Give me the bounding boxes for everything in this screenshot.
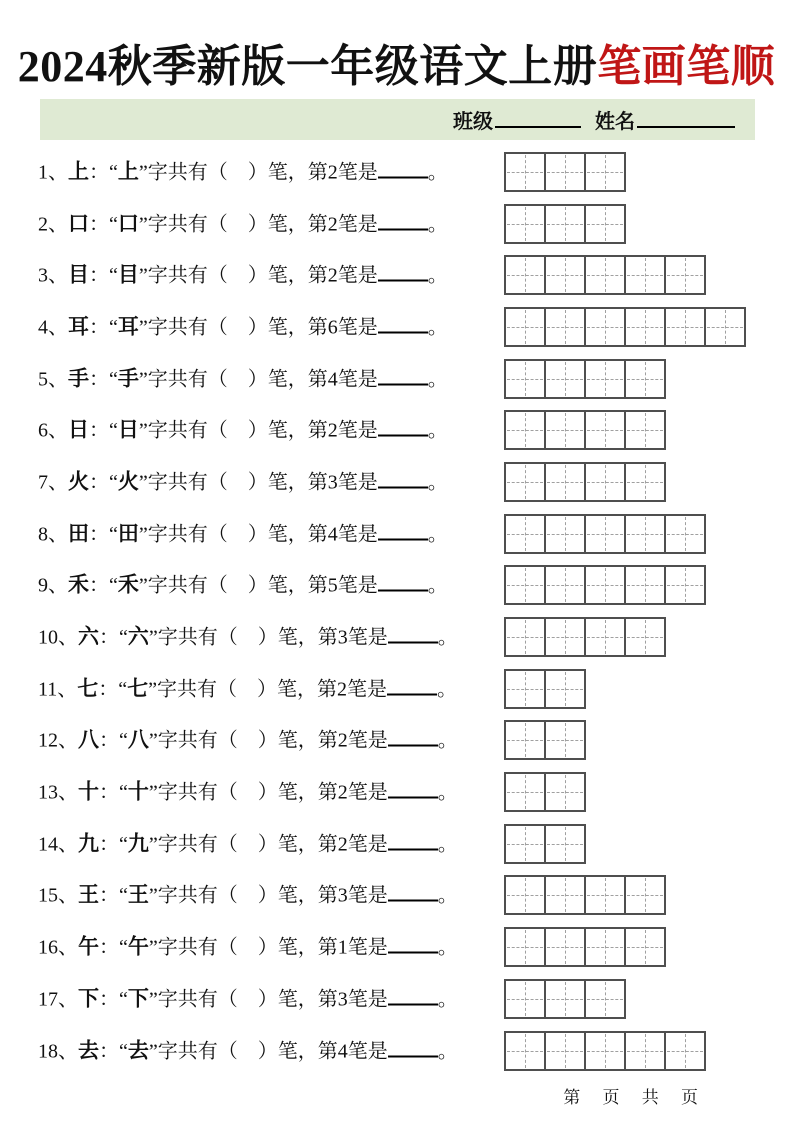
stroke-number: 4	[337, 1040, 348, 1063]
writing-grid	[504, 979, 626, 1019]
question-colon-quote: ：“	[99, 833, 128, 856]
stroke-number: 5	[327, 574, 338, 597]
question-after-stroke: 笔是	[337, 574, 378, 597]
question-char-quoted: 去	[127, 1038, 149, 1063]
tianzige-box[interactable]	[664, 1031, 706, 1071]
question-mid: ”字共有（ ）笔，第	[148, 1040, 338, 1063]
question-row	[0, 870, 793, 922]
question-after-stroke: 笔是	[337, 213, 378, 236]
question-mid: ”字共有（ ）笔，第	[138, 161, 328, 184]
tianzige-box[interactable]	[504, 359, 546, 399]
tianzige-box[interactable]	[584, 617, 626, 657]
question-mid: ”字共有（ ）笔，第	[138, 419, 328, 442]
question-text	[38, 934, 458, 959]
question-number: 5、	[38, 368, 68, 391]
question-number: 4、	[38, 316, 68, 339]
stroke-number: 2	[327, 264, 338, 287]
question-char: 六	[78, 624, 99, 649]
question-char-quoted: 口	[117, 211, 139, 236]
tianzige-box[interactable]	[544, 617, 586, 657]
class-blank-line[interactable]	[495, 112, 581, 128]
writing-grid	[504, 359, 666, 399]
question-after-stroke: 笔是	[347, 833, 388, 856]
question-text	[38, 161, 448, 182]
question-mid: ”字共有（ ）笔，第	[138, 264, 328, 287]
tianzige-box[interactable]	[544, 1031, 586, 1071]
tianzige-box[interactable]	[624, 1031, 666, 1071]
answer-blank-line[interactable]	[378, 474, 428, 488]
tianzige-box[interactable]	[504, 255, 546, 295]
question-period: 。	[437, 626, 458, 649]
question-period: 。	[437, 678, 458, 701]
tianzige-box[interactable]	[504, 152, 546, 192]
answer-blank-line[interactable]	[378, 371, 428, 385]
question-char: 禾	[68, 572, 89, 597]
tianzige-box[interactable]	[664, 255, 706, 295]
tianzige-box[interactable]	[584, 204, 626, 244]
tianzige-box[interactable]	[584, 927, 626, 967]
name-label: 姓名	[595, 111, 635, 133]
question-char-quoted: 六	[127, 624, 149, 649]
stroke-number: 3	[337, 988, 348, 1011]
tianzige-box[interactable]	[544, 565, 586, 605]
question-number: 2、	[38, 213, 68, 236]
question-colon-quote: ：“	[99, 1040, 128, 1063]
answer-blank-line[interactable]	[378, 268, 428, 282]
writing-grid	[504, 204, 626, 244]
question-row	[0, 353, 793, 405]
question-text	[38, 368, 448, 389]
question-after-stroke: 笔是	[347, 936, 388, 959]
tianzige-box[interactable]	[544, 462, 586, 502]
question-number: 15、	[38, 884, 78, 907]
tianzige-box[interactable]	[584, 307, 626, 347]
question-row	[0, 560, 793, 612]
question-period: 。	[427, 523, 448, 546]
tianzige-box[interactable]	[664, 307, 706, 347]
page-title	[0, 40, 793, 94]
tianzige-box[interactable]	[544, 152, 586, 192]
question-char-quoted: 上	[117, 159, 139, 184]
question-char-quoted: 耳	[117, 314, 139, 339]
question-colon-quote: ：“	[89, 264, 118, 287]
question-char: 耳	[68, 314, 89, 339]
question-after-stroke: 笔是	[347, 781, 388, 804]
tianzige-box[interactable]	[544, 410, 586, 450]
question-text	[38, 316, 448, 337]
question-period: 。	[437, 884, 458, 907]
question-period: 。	[437, 1040, 458, 1063]
name-blank-line[interactable]	[637, 112, 735, 128]
tianzige-box[interactable]	[504, 410, 546, 450]
writing-grid	[504, 617, 666, 657]
question-mid: ”字共有（ ）笔，第	[138, 523, 328, 546]
question-char: 七	[77, 676, 99, 701]
tianzige-box[interactable]	[624, 617, 666, 657]
question-char: 手	[68, 366, 89, 391]
tianzige-box[interactable]	[584, 152, 626, 192]
question-colon-quote: ：“	[99, 884, 128, 907]
writing-grid	[504, 462, 666, 502]
tianzige-box[interactable]	[544, 979, 586, 1019]
answer-blank-line[interactable]	[388, 733, 438, 747]
stroke-number: 2	[337, 833, 348, 856]
question-char: 上	[68, 159, 89, 184]
question-period: 。	[427, 161, 448, 184]
question-char: 九	[78, 831, 99, 856]
stroke-number: 2	[327, 161, 338, 184]
question-mid: ”字共有（ ）笔，第	[148, 988, 338, 1011]
question-after-stroke: 笔是	[347, 678, 388, 701]
question-row	[0, 301, 793, 353]
question-after-stroke: 笔是	[347, 626, 388, 649]
question-period: 。	[427, 213, 448, 236]
writing-grid	[504, 927, 666, 967]
tianzige-box[interactable]	[504, 514, 546, 554]
question-colon-quote: ：“	[89, 161, 118, 184]
question-text	[38, 523, 448, 544]
tianzige-box[interactable]	[504, 824, 546, 864]
question-text	[38, 678, 457, 699]
tianzige-box[interactable]	[624, 565, 666, 605]
tianzige-box[interactable]	[544, 255, 586, 295]
question-number: 12、	[38, 729, 78, 752]
question-period: 。	[437, 781, 458, 804]
question-number: 14、	[38, 833, 78, 856]
question-period: 。	[427, 419, 448, 442]
question-colon-quote: ：“	[89, 419, 118, 442]
tianzige-box[interactable]	[624, 359, 666, 399]
question-char: 口	[68, 211, 89, 236]
tianzige-box[interactable]	[504, 204, 546, 244]
question-colon-quote: ：“	[89, 523, 118, 546]
question-mid: ”字共有（ ）笔，第	[148, 729, 338, 752]
question-text	[38, 213, 448, 234]
question-row	[0, 818, 793, 870]
page-footer: 第 页 共 页	[563, 1088, 707, 1107]
question-number: 10、	[38, 626, 78, 649]
question-period: 。	[437, 988, 458, 1011]
tianzige-box[interactable]	[624, 255, 666, 295]
question-period: 。	[437, 936, 458, 959]
question-row	[0, 198, 793, 250]
question-text	[38, 471, 448, 492]
tianzige-box[interactable]	[504, 669, 546, 709]
question-char-quoted: 田	[117, 521, 139, 546]
question-number: 3、	[38, 264, 68, 287]
stroke-number: 2	[337, 678, 348, 701]
question-row	[0, 1025, 793, 1077]
stroke-number: 2	[327, 213, 338, 236]
answer-blank-line[interactable]	[388, 991, 438, 1005]
question-number: 17、	[38, 988, 78, 1011]
tianzige-box[interactable]	[584, 979, 626, 1019]
question-char: 下	[78, 986, 99, 1011]
question-text	[38, 624, 458, 649]
question-number: 16、	[38, 936, 78, 959]
question-text	[38, 572, 448, 597]
question-period: 。	[427, 316, 448, 339]
question-text	[38, 833, 458, 854]
stroke-number: 2	[337, 781, 348, 804]
tianzige-box[interactable]	[624, 307, 666, 347]
question-colon-quote: ：“	[98, 678, 128, 701]
question-char: 日	[68, 417, 89, 442]
question-char-quoted: 下	[127, 986, 149, 1011]
writing-grid	[504, 255, 706, 295]
question-after-stroke: 笔是	[337, 264, 378, 287]
tianzige-box[interactable]	[704, 307, 746, 347]
question-text	[38, 727, 458, 752]
question-char-quoted: 手	[117, 366, 139, 391]
question-text	[38, 417, 448, 442]
question-period: 。	[427, 471, 448, 494]
stroke-number: 1	[337, 936, 348, 959]
question-period: 。	[427, 574, 448, 597]
question-char: 田	[68, 521, 89, 546]
page-title-black: 2024秋季新版一年级语文上册	[17, 42, 598, 91]
question-colon-quote: ：“	[99, 936, 128, 959]
answer-blank-line[interactable]	[378, 319, 428, 333]
question-char-quoted: 禾	[117, 572, 139, 597]
question-char-quoted: 目	[117, 262, 139, 287]
tianzige-box[interactable]	[544, 669, 586, 709]
question-mid: ”字共有（ ）笔，第	[138, 368, 328, 391]
question-period: 。	[437, 833, 458, 856]
tianzige-box[interactable]	[664, 514, 706, 554]
stroke-number: 4	[327, 368, 338, 391]
tianzige-box[interactable]	[544, 720, 586, 760]
answer-blank-line[interactable]	[388, 630, 438, 644]
page-title-red: 笔画笔顺	[597, 42, 776, 91]
question-text	[38, 988, 458, 1009]
question-char-quoted: 十	[127, 779, 149, 804]
tianzige-box[interactable]	[584, 359, 626, 399]
tianzige-box[interactable]	[624, 514, 666, 554]
question-after-stroke: 笔是	[337, 316, 378, 339]
question-row	[0, 404, 793, 456]
tianzige-box[interactable]	[664, 565, 706, 605]
tianzige-box[interactable]	[504, 565, 546, 605]
question-char-quoted: 七	[127, 676, 149, 701]
question-number: 9、	[38, 574, 68, 597]
answer-blank-line[interactable]	[388, 888, 438, 902]
question-after-stroke: 笔是	[347, 1040, 388, 1063]
tianzige-box[interactable]	[624, 462, 666, 502]
tianzige-box[interactable]	[624, 410, 666, 450]
question-char: 十	[78, 779, 99, 804]
answer-blank-line[interactable]	[378, 164, 428, 178]
question-row	[0, 663, 793, 715]
question-number: 13、	[38, 781, 78, 804]
answer-blank-line[interactable]	[378, 423, 428, 437]
question-number: 7、	[38, 471, 68, 494]
question-after-stroke: 笔是	[347, 988, 388, 1011]
tianzige-box[interactable]	[544, 307, 586, 347]
stroke-number: 2	[337, 729, 348, 752]
writing-grid	[504, 772, 586, 812]
class-label: 班级	[453, 111, 493, 133]
question-text	[38, 262, 448, 287]
stroke-number: 2	[327, 419, 338, 442]
question-char-quoted: 日	[117, 417, 139, 442]
writing-grid	[504, 824, 586, 864]
question-after-stroke: 笔是	[347, 729, 388, 752]
answer-blank-line[interactable]	[388, 1043, 438, 1057]
question-mid: ”字共有（ ）笔，第	[148, 678, 338, 701]
tianzige-box[interactable]	[504, 307, 546, 347]
tianzige-box[interactable]	[504, 875, 546, 915]
questions-list	[0, 146, 793, 1076]
question-row	[0, 249, 793, 301]
question-row	[0, 766, 793, 818]
question-after-stroke: 笔是	[337, 471, 378, 494]
stroke-number: 3	[337, 626, 348, 649]
question-mid: ”字共有（ ）笔，第	[138, 471, 328, 494]
tianzige-box[interactable]	[544, 204, 586, 244]
question-char-quoted: 九	[127, 831, 149, 856]
answer-blank-line[interactable]	[388, 836, 438, 850]
tianzige-box[interactable]	[584, 1031, 626, 1071]
question-mid: ”字共有（ ）笔，第	[148, 936, 338, 959]
question-row	[0, 973, 793, 1025]
question-char: 去	[78, 1038, 99, 1063]
stroke-number: 3	[327, 471, 338, 494]
writing-grid	[504, 720, 586, 760]
question-colon-quote: ：“	[89, 213, 118, 236]
answer-blank-line[interactable]	[378, 216, 428, 230]
tianzige-box[interactable]	[544, 875, 586, 915]
question-mid: ”字共有（ ）笔，第	[138, 574, 328, 597]
question-text	[38, 1040, 458, 1061]
question-colon-quote: ：“	[99, 729, 128, 752]
writing-grid	[504, 875, 666, 915]
writing-grid	[504, 565, 706, 605]
question-row	[0, 715, 793, 767]
question-char: 火	[68, 469, 89, 494]
question-colon-quote: ：“	[89, 316, 118, 339]
question-after-stroke: 笔是	[337, 161, 378, 184]
writing-grid	[504, 152, 626, 192]
question-text	[38, 882, 458, 907]
tianzige-box[interactable]	[584, 410, 626, 450]
question-mid: ”字共有（ ）笔，第	[148, 884, 338, 907]
question-row	[0, 456, 793, 508]
tianzige-box[interactable]	[504, 772, 546, 812]
question-row	[0, 146, 793, 198]
writing-grid	[504, 1031, 706, 1071]
question-period: 。	[427, 368, 448, 391]
question-char-quoted: 火	[117, 469, 139, 494]
stroke-number: 6	[327, 316, 338, 339]
tianzige-box[interactable]	[504, 1031, 546, 1071]
tianzige-box[interactable]	[584, 462, 626, 502]
tianzige-box[interactable]	[584, 875, 626, 915]
question-after-stroke: 笔是	[337, 368, 378, 391]
writing-grid	[504, 410, 666, 450]
tianzige-box[interactable]	[584, 255, 626, 295]
answer-blank-line[interactable]	[378, 526, 428, 540]
question-row	[0, 508, 793, 560]
question-mid: ”字共有（ ）笔，第	[148, 833, 338, 856]
writing-grid	[504, 307, 746, 347]
question-after-stroke: 笔是	[337, 523, 378, 546]
question-after-stroke: 笔是	[337, 419, 378, 442]
writing-grid	[504, 669, 586, 709]
tianzige-box[interactable]	[544, 824, 586, 864]
tianzige-box[interactable]	[504, 720, 546, 760]
question-row	[0, 611, 793, 663]
question-char: 目	[68, 262, 89, 287]
question-char-quoted: 八	[127, 727, 149, 752]
answer-blank-line[interactable]	[388, 940, 438, 954]
question-number: 1、	[38, 161, 68, 184]
header-bar	[40, 99, 755, 140]
tianzige-box[interactable]	[544, 772, 586, 812]
tianzige-box[interactable]	[624, 875, 666, 915]
question-number: 6、	[38, 419, 68, 442]
question-char-quoted: 午	[127, 934, 149, 959]
question-number: 8、	[38, 523, 68, 546]
tianzige-box[interactable]	[504, 617, 546, 657]
question-text	[38, 779, 458, 804]
question-char: 午	[78, 934, 99, 959]
tianzige-box[interactable]	[584, 565, 626, 605]
question-number: 11、	[38, 678, 78, 701]
stroke-number: 4	[327, 523, 338, 546]
question-period: 。	[437, 729, 458, 752]
tianzige-box[interactable]	[504, 927, 546, 967]
question-colon-quote: ：“	[99, 988, 128, 1011]
question-number: 18、	[38, 1040, 78, 1063]
stroke-number: 3	[337, 884, 348, 907]
question-period: 。	[427, 264, 448, 287]
answer-blank-line[interactable]	[387, 681, 437, 695]
tianzige-box[interactable]	[504, 462, 546, 502]
question-mid: ”字共有（ ）笔，第	[138, 316, 328, 339]
question-colon-quote: ：“	[89, 368, 118, 391]
question-mid: ”字共有（ ）笔，第	[148, 781, 338, 804]
tianzige-box[interactable]	[584, 514, 626, 554]
tianzige-box[interactable]	[504, 979, 546, 1019]
question-char-quoted: 王	[127, 882, 149, 907]
question-mid: ”字共有（ ）笔，第	[138, 213, 328, 236]
question-char: 八	[78, 727, 99, 752]
question-row	[0, 921, 793, 973]
question-colon-quote: ：“	[89, 471, 118, 494]
tianzige-box[interactable]	[544, 514, 586, 554]
writing-grid	[504, 514, 706, 554]
tianzige-box[interactable]	[544, 927, 586, 967]
question-colon-quote: ：“	[89, 574, 118, 597]
question-char: 王	[78, 882, 99, 907]
question-colon-quote: ：“	[99, 626, 128, 649]
question-after-stroke: 笔是	[347, 884, 388, 907]
tianzige-box[interactable]	[624, 927, 666, 967]
answer-blank-line[interactable]	[378, 578, 428, 592]
question-mid: ”字共有（ ）笔，第	[148, 626, 338, 649]
tianzige-box[interactable]	[544, 359, 586, 399]
question-colon-quote: ：“	[99, 781, 128, 804]
answer-blank-line[interactable]	[388, 785, 438, 799]
